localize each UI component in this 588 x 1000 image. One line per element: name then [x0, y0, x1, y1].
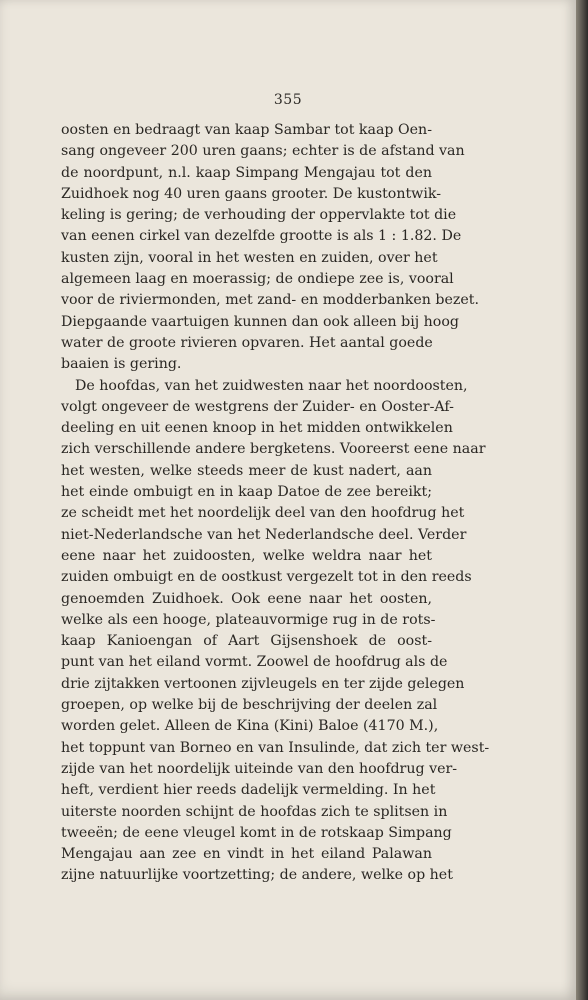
- text-line: De hoofdas, van het zuidwesten naar het noordoosten,: [75, 377, 468, 394]
- text-line: sang ongeveer 200 uren gaans; echter is de afstand van: [61, 143, 465, 160]
- text-line: drie zijtakken vertoonen zijvleugels en ter zijde gelegen: [61, 675, 465, 692]
- text-line: keling is gering; de verhouding der oppervlakte tot die: [61, 207, 457, 224]
- text-line: deeling en uit eenen knoop in het midden ontwikkelen: [61, 420, 453, 437]
- text-line: Diepgaande vaartuigen kunnen dan ook alleen bij hoog: [61, 313, 459, 330]
- text-line: baaien is gering.: [61, 356, 182, 373]
- text-line: water de groote rivieren opvaren. Het aantal goede: [61, 334, 433, 351]
- text-line: welke als een hooge, plateauvormige rug in de rots-: [61, 611, 436, 628]
- text-line: van eenen cirkel van dezelfde grootte is als 1 : 1.82. De: [61, 228, 462, 245]
- text-line: het toppunt van Borneo en van Insulinde, dat zich ter west-: [61, 739, 490, 756]
- text-line: niet-Nederlandsche van het Nederlandsche deel. Verder: [61, 526, 467, 543]
- text-line: ze scheidt met het noordelijk deel van den hoofdrug het: [61, 505, 465, 522]
- text-line: punt van het eiland vormt. Zoowel de hoofdrug als de: [61, 654, 448, 671]
- text-line: het westen, welke steeds meer de kust nadert, aan: [61, 462, 432, 479]
- text-line: Mengajau aan zee en vindt in het eiland Palawan: [61, 846, 432, 863]
- text-line: genoemden Zuidhoek. Ook eene naar het oosten,: [61, 590, 432, 607]
- text-line: zich verschillende andere bergketens. Vooreerst eene naar: [61, 441, 486, 458]
- text-line: tweeën; de eene vleugel komt in de rotskaap Simpang: [61, 824, 452, 841]
- text-line: kaap Kanioengan of Aart Gijsenshoek de oost-: [61, 633, 432, 650]
- text-line: oosten en bedraagt van kaap Sambar tot kaap Oen-: [61, 122, 432, 138]
- text-line: zuiden ombuigt en de oostkust vergezelt tot in den reeds: [61, 569, 472, 586]
- text-line: het einde ombuigt en in kaap Datoe de zee bereikt;: [61, 484, 432, 501]
- text-line: Zuidhoek nog 40 uren gaans grooter. De kustontwik-: [61, 185, 442, 202]
- body-text: [61, 120, 490, 887]
- text-line: worden gelet. Alleen de Kina (Kini) Baloe (4170 M.),: [61, 718, 439, 735]
- text-line: uiterste noorden schijnt de hoofdas zich te splitsen in: [61, 803, 448, 820]
- text-line: heft, verdient hier reeds dadelijk vermelding. In het: [61, 782, 436, 799]
- text-line: kusten zijn, vooral in het westen en zuiden, over het: [61, 249, 438, 266]
- text-line: volgt ongeveer de westgrens der Zuider- en Ooster-Af-: [61, 398, 454, 415]
- text-line: zijne natuurlijke voortzetting; de andere, welke op het: [61, 867, 453, 884]
- text-line: algemeen laag en moerassig; de ondiepe zee is, vooral: [61, 271, 454, 288]
- text-line: zijde van het noordelijk uiteinde van den hoofdrug ver-: [61, 760, 458, 777]
- text-line: de noordpunt, n.l. kaap Simpang Mengajau tot den: [61, 164, 432, 181]
- text-line: eene naar het zuidoosten, welke weldra naar het: [61, 547, 432, 564]
- text-line: groepen, op welke bij de beschrijving der deelen zal: [61, 697, 438, 714]
- page-number: 355: [273, 92, 303, 108]
- page-edge: [576, 0, 588, 1000]
- text-line: voor de riviermonden, met zand- en modderbanken bezet.: [61, 292, 479, 309]
